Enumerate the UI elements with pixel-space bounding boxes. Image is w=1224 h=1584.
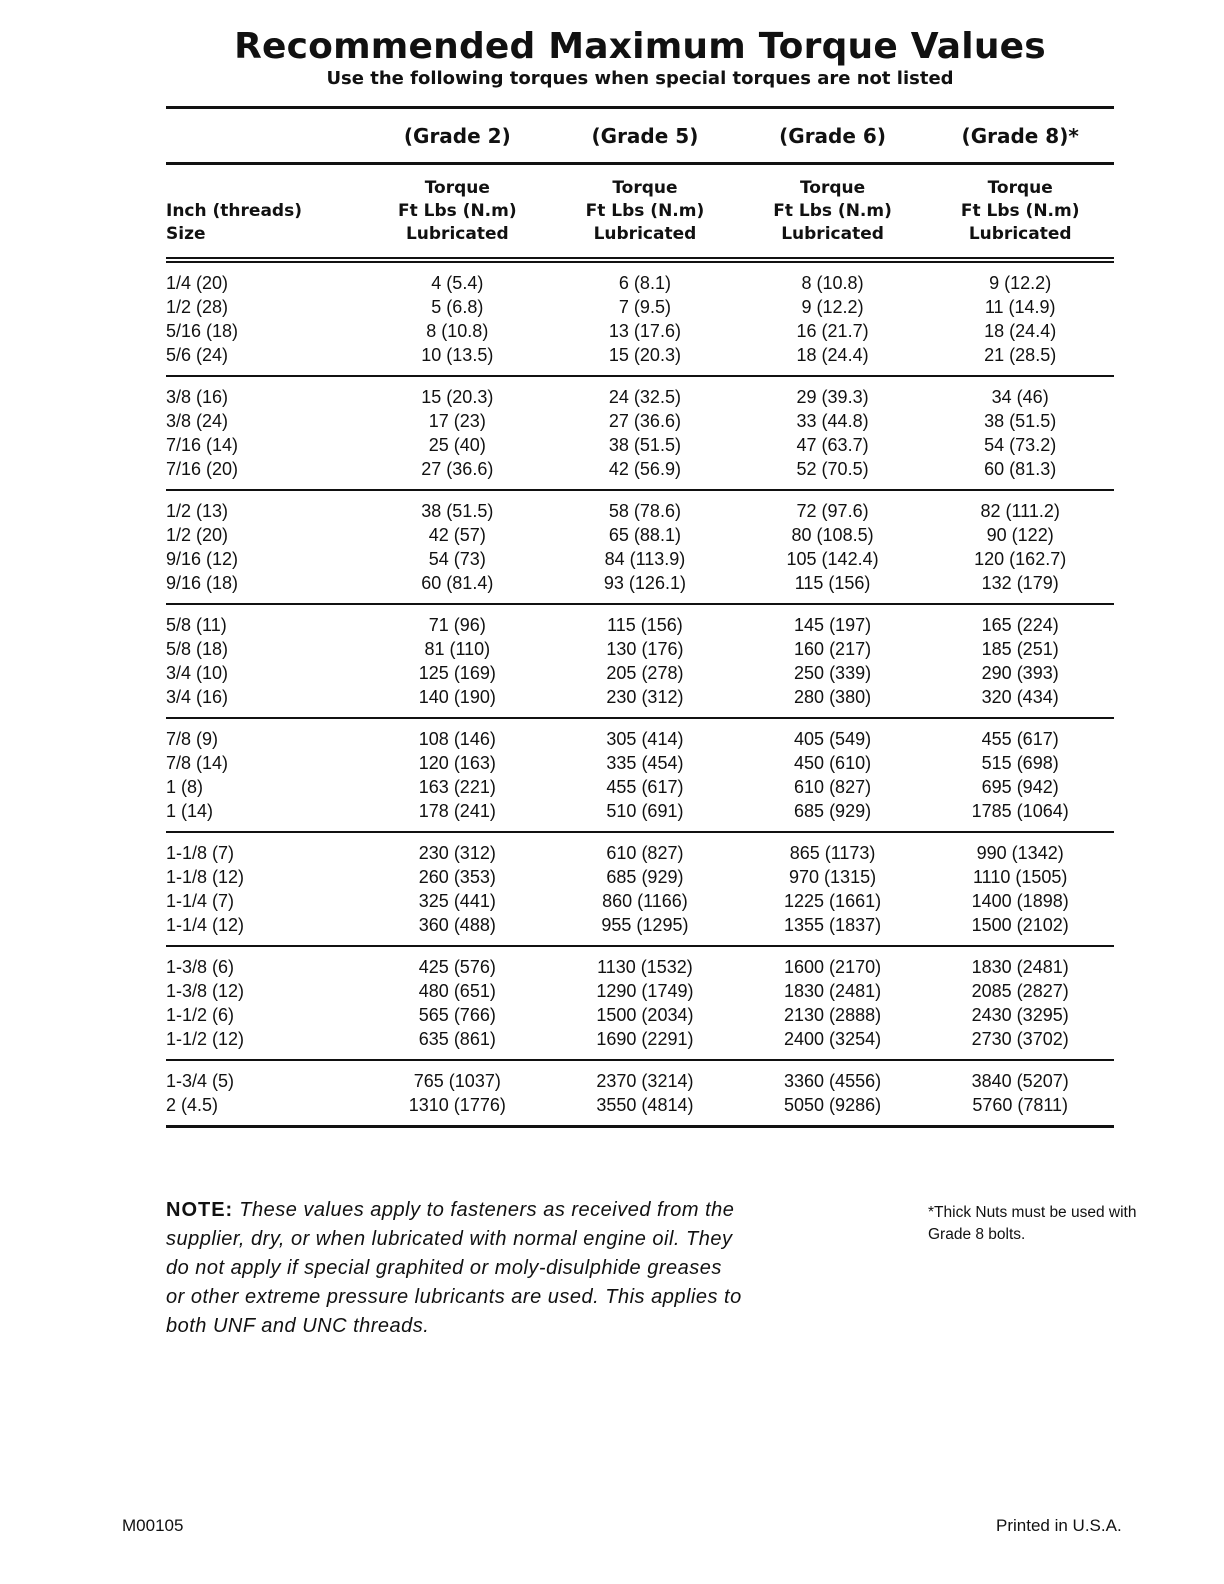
torque-cell: 9 (12.2) bbox=[801, 296, 864, 317]
size-cell: 1-1/8 (7) bbox=[166, 842, 235, 863]
size-cell: 1-3/8 (12) bbox=[166, 980, 245, 1001]
torque-cell: 160 (217) bbox=[794, 638, 872, 659]
grade-header: (Grade 5) bbox=[591, 123, 699, 148]
torque-cell: 8 (10.8) bbox=[801, 272, 864, 293]
torque-cell: 84 (113.9) bbox=[604, 548, 686, 569]
torque-cell: 990 (1342) bbox=[976, 842, 1064, 863]
table-body bbox=[166, 263, 1114, 1125]
torque-cell: 125 (169) bbox=[418, 662, 496, 683]
table-row bbox=[166, 433, 1114, 457]
torque-cell: 510 (691) bbox=[606, 800, 684, 821]
document-code: M00105 bbox=[122, 1516, 184, 1535]
torque-cell: 205 (278) bbox=[606, 662, 684, 683]
size-cell: 3/4 (16) bbox=[166, 686, 229, 707]
table-row bbox=[166, 727, 1114, 751]
torque-cell: 325 (441) bbox=[418, 890, 496, 911]
torque-cell: 42 (56.9) bbox=[608, 458, 681, 479]
torque-cell: 27 (36.6) bbox=[421, 458, 494, 479]
size-cell: 1 (8) bbox=[166, 776, 204, 797]
table-row bbox=[166, 523, 1114, 547]
torque-header bbox=[364, 177, 552, 246]
torque-cell: 140 (190) bbox=[418, 686, 496, 707]
row-group bbox=[166, 947, 1114, 1059]
torque-header-line1: Torque bbox=[987, 177, 1053, 198]
torque-cell: 11 (14.9) bbox=[984, 296, 1056, 317]
torque-cell: 34 (46) bbox=[991, 386, 1049, 407]
torque-cell: 695 (942) bbox=[981, 776, 1059, 797]
torque-cell: 132 (179) bbox=[981, 572, 1059, 593]
page-subtitle: Use the following torques when special torques are not listed bbox=[326, 68, 954, 89]
torque-cell: 405 (549) bbox=[794, 728, 872, 749]
torque-cell: 610 (827) bbox=[606, 842, 684, 863]
torque-cell: 16 (21.7) bbox=[796, 320, 869, 341]
torque-cell: 105 (142.4) bbox=[786, 548, 879, 569]
torque-cell: 455 (617) bbox=[981, 728, 1059, 749]
torque-cell: 2400 (3254) bbox=[784, 1028, 882, 1049]
torque-cell: 10 (13.5) bbox=[421, 344, 494, 365]
torque-cell: 2130 (2888) bbox=[784, 1004, 882, 1025]
torque-cell: 25 (40) bbox=[428, 434, 486, 455]
torque-table bbox=[166, 106, 1114, 1128]
table-row bbox=[166, 613, 1114, 637]
table-row bbox=[166, 799, 1114, 823]
torque-cell: 2370 (3214) bbox=[596, 1070, 694, 1091]
size-cell: 3/4 (10) bbox=[166, 662, 229, 683]
torque-header-line1: Torque bbox=[424, 177, 490, 198]
torque-cell: 1130 (1532) bbox=[597, 956, 693, 977]
size-cell: 9/16 (12) bbox=[166, 548, 239, 569]
torque-cell: 4 (5.4) bbox=[431, 272, 484, 293]
torque-cell: 165 (224) bbox=[981, 614, 1059, 635]
torque-cell: 480 (651) bbox=[418, 980, 496, 1001]
torque-header bbox=[926, 177, 1114, 246]
torque-cell: 230 (312) bbox=[418, 842, 496, 863]
size-cell: 1 (14) bbox=[166, 800, 214, 821]
torque-cell: 565 (766) bbox=[418, 1004, 496, 1025]
torque-cell: 13 (17.6) bbox=[608, 320, 681, 341]
torque-cell: 8 (10.8) bbox=[426, 320, 489, 341]
table-row bbox=[166, 955, 1114, 979]
table-row bbox=[166, 913, 1114, 937]
torque-cell: 54 (73) bbox=[428, 548, 486, 569]
torque-cell: 450 (610) bbox=[794, 752, 872, 773]
table-row bbox=[166, 1069, 1114, 1093]
table-row bbox=[166, 685, 1114, 709]
note-text: These values apply to fasteners as received from the supplier, dry, or when lubricated with normal engine oil. They do not apply if special graphited or moly-disulphide greases or other extreme pressure lubricants are used. This applies to both UNF and UNC threads. bbox=[166, 1199, 742, 1337]
size-cell: 7/16 (20) bbox=[166, 458, 239, 479]
torque-cell: 115 (156) bbox=[794, 572, 871, 593]
torque-cell: 1600 (2170) bbox=[784, 956, 882, 977]
torque-cell: 455 (617) bbox=[606, 776, 684, 797]
torque-cell: 9 (12.2) bbox=[989, 272, 1052, 293]
torque-cell: 29 (39.3) bbox=[796, 386, 869, 407]
torque-cell: 47 (63.7) bbox=[796, 434, 869, 455]
torque-cell: 1500 (2102) bbox=[971, 914, 1069, 935]
grade-header: (Grade 6) bbox=[779, 123, 886, 148]
torque-cell: 15 (20.3) bbox=[608, 344, 681, 365]
table-row bbox=[166, 499, 1114, 523]
size-cell: 1-1/2 (6) bbox=[166, 1004, 235, 1025]
torque-cell: 52 (70.5) bbox=[796, 458, 869, 479]
torque-cell: 5 (6.8) bbox=[431, 296, 484, 317]
torque-header-line3: Lubricated bbox=[781, 223, 884, 244]
torque-cell: 185 (251) bbox=[981, 638, 1059, 659]
torque-cell: 145 (197) bbox=[794, 614, 872, 635]
grade-header-row bbox=[166, 109, 1114, 162]
torque-cell: 425 (576) bbox=[418, 956, 496, 977]
size-header-line1: Inch (threads) bbox=[166, 200, 302, 221]
torque-header-line2: Ft Lbs (N.m) bbox=[585, 200, 705, 221]
row-group bbox=[166, 833, 1114, 945]
torque-cell: 1225 (1661) bbox=[784, 890, 882, 911]
torque-cell: 2730 (3702) bbox=[971, 1028, 1069, 1049]
size-cell: 7/16 (14) bbox=[166, 434, 239, 455]
table-row bbox=[166, 661, 1114, 685]
size-cell: 1-1/2 (12) bbox=[166, 1028, 245, 1049]
torque-cell: 1830 (2481) bbox=[971, 956, 1069, 977]
torque-header-line3: Lubricated bbox=[968, 223, 1072, 244]
torque-header-line2: Ft Lbs (N.m) bbox=[397, 200, 517, 221]
table-row bbox=[166, 841, 1114, 865]
torque-cell: 24 (32.5) bbox=[608, 386, 681, 407]
grade-header: (Grade 8)* bbox=[961, 123, 1079, 148]
torque-cell: 3360 (4556) bbox=[784, 1070, 882, 1091]
torque-cell: 93 (126.1) bbox=[603, 572, 686, 593]
torque-cell: 60 (81.3) bbox=[984, 458, 1057, 479]
torque-cell: 280 (380) bbox=[794, 686, 872, 707]
torque-cell: 54 (73.2) bbox=[984, 434, 1057, 455]
torque-cell: 250 (339) bbox=[794, 662, 872, 683]
table-row bbox=[166, 1093, 1114, 1117]
note-paragraph bbox=[166, 1196, 746, 1341]
size-cell: 5/8 (11) bbox=[166, 614, 227, 635]
size-cell: 1-1/4 (12) bbox=[166, 914, 245, 935]
size-cell: 1-1/8 (12) bbox=[166, 866, 245, 887]
torque-cell: 120 (162.7) bbox=[974, 548, 1067, 569]
torque-cell: 71 (96) bbox=[428, 614, 486, 635]
torque-cell: 7 (9.5) bbox=[618, 296, 671, 317]
torque-cell: 230 (312) bbox=[606, 686, 684, 707]
torque-cell: 42 (57) bbox=[428, 524, 486, 545]
torque-header-line3: Lubricated bbox=[593, 223, 697, 244]
table-row bbox=[166, 457, 1114, 481]
size-cell: 1/2 (20) bbox=[166, 524, 229, 545]
row-group bbox=[166, 605, 1114, 717]
table-row bbox=[166, 295, 1114, 319]
row-group bbox=[166, 491, 1114, 603]
torque-cell: 515 (698) bbox=[981, 752, 1059, 773]
size-cell: 7/8 (14) bbox=[166, 752, 229, 773]
torque-cell: 1310 (1776) bbox=[408, 1094, 506, 1115]
torque-cell: 17 (23) bbox=[428, 410, 486, 431]
footnote: *Thick Nuts must be used with Grade 8 bolts. bbox=[928, 1204, 1137, 1243]
table-row bbox=[166, 1027, 1114, 1051]
grade-header: (Grade 2) bbox=[403, 123, 511, 148]
size-cell: 3/8 (24) bbox=[166, 410, 229, 431]
torque-cell: 3550 (4814) bbox=[596, 1094, 694, 1115]
torque-cell: 38 (51.5) bbox=[421, 500, 494, 521]
torque-cell: 1355 (1837) bbox=[784, 914, 882, 935]
torque-cell: 27 (36.6) bbox=[608, 410, 681, 431]
table-row bbox=[166, 385, 1114, 409]
torque-cell: 305 (414) bbox=[606, 728, 684, 749]
torque-cell: 685 (929) bbox=[794, 800, 872, 821]
torque-cell: 955 (1295) bbox=[601, 914, 689, 935]
torque-cell: 21 (28.5) bbox=[984, 344, 1057, 365]
torque-cell: 260 (353) bbox=[418, 866, 496, 887]
column-header-row bbox=[166, 165, 1114, 257]
note-label: NOTE: bbox=[166, 1199, 234, 1221]
torque-cell: 6 (8.1) bbox=[618, 272, 671, 293]
size-header bbox=[166, 177, 364, 246]
size-cell: 5/8 (18) bbox=[166, 638, 229, 659]
torque-cell: 1690 (2291) bbox=[596, 1028, 694, 1049]
torque-cell: 635 (861) bbox=[418, 1028, 496, 1049]
row-group bbox=[166, 263, 1114, 375]
size-cell: 2 (4.5) bbox=[166, 1094, 219, 1115]
torque-cell: 865 (1173) bbox=[789, 842, 876, 863]
torque-cell: 1500 (2034) bbox=[596, 1004, 694, 1025]
table-row bbox=[166, 547, 1114, 571]
torque-header-line3: Lubricated bbox=[405, 223, 509, 244]
torque-cell: 2085 (2827) bbox=[971, 980, 1069, 1001]
size-cell: 1-3/8 (6) bbox=[166, 956, 235, 977]
torque-header-line2: Ft Lbs (N.m) bbox=[773, 200, 892, 221]
torque-cell: 90 (122) bbox=[986, 524, 1054, 545]
torque-cell: 1290 (1749) bbox=[596, 980, 694, 1001]
torque-cell: 335 (454) bbox=[606, 752, 684, 773]
torque-cell: 60 (81.4) bbox=[421, 572, 494, 593]
table-row bbox=[166, 865, 1114, 889]
torque-cell: 610 (827) bbox=[794, 776, 872, 797]
table-row bbox=[166, 571, 1114, 595]
size-cell: 1/4 (20) bbox=[166, 272, 229, 293]
torque-cell: 2430 (3295) bbox=[971, 1004, 1069, 1025]
torque-cell: 15 (20.3) bbox=[421, 386, 494, 407]
torque-cell: 1830 (2481) bbox=[784, 980, 882, 1001]
torque-cell: 320 (434) bbox=[981, 686, 1059, 707]
torque-header bbox=[551, 177, 739, 246]
table-row bbox=[166, 751, 1114, 775]
torque-cell: 685 (929) bbox=[606, 866, 684, 887]
torque-header-line1: Torque bbox=[799, 177, 866, 198]
torque-cell: 65 (88.1) bbox=[608, 524, 681, 545]
torque-cell: 38 (51.5) bbox=[608, 434, 681, 455]
size-cell: 7/8 (9) bbox=[166, 728, 219, 749]
torque-cell: 58 (78.6) bbox=[608, 500, 681, 521]
torque-header-line1: Torque bbox=[612, 177, 678, 198]
torque-cell: 115 (156) bbox=[607, 614, 683, 635]
torque-cell: 72 (97.6) bbox=[796, 500, 869, 521]
table-row bbox=[166, 1003, 1114, 1027]
torque-cell: 81 (110) bbox=[424, 638, 491, 659]
size-cell: 1-3/4 (5) bbox=[166, 1070, 235, 1091]
printed-in: Printed in U.S.A. bbox=[996, 1516, 1122, 1535]
torque-header bbox=[739, 177, 927, 246]
torque-cell: 360 (488) bbox=[418, 914, 496, 935]
torque-cell: 130 (176) bbox=[606, 638, 684, 659]
torque-cell: 5760 (7811) bbox=[972, 1094, 1069, 1115]
table-row bbox=[166, 271, 1114, 295]
torque-header-line2: Ft Lbs (N.m) bbox=[960, 200, 1080, 221]
torque-cell: 860 (1166) bbox=[602, 890, 688, 911]
torque-cell: 1110 (1505) bbox=[972, 866, 1068, 887]
torque-cell: 163 (221) bbox=[418, 776, 496, 797]
size-cell: 9/16 (18) bbox=[166, 572, 239, 593]
table-row bbox=[166, 343, 1114, 367]
table-row bbox=[166, 409, 1114, 433]
torque-cell: 82 (111.2) bbox=[980, 500, 1060, 521]
torque-cell: 18 (24.4) bbox=[984, 320, 1057, 341]
table-bottom-rule bbox=[166, 1125, 1114, 1128]
size-cell: 5/6 (24) bbox=[166, 344, 229, 365]
size-cell: 5/16 (18) bbox=[166, 320, 239, 341]
page-title: Recommended Maximum Torque Values bbox=[234, 26, 1046, 67]
torque-cell: 38 (51.5) bbox=[984, 410, 1057, 431]
torque-cell: 1400 (1898) bbox=[971, 890, 1069, 911]
table-row bbox=[166, 775, 1114, 799]
size-header-line2: Size bbox=[166, 223, 206, 244]
row-group bbox=[166, 719, 1114, 831]
table-row bbox=[166, 319, 1114, 343]
table-row bbox=[166, 637, 1114, 661]
torque-cell: 18 (24.4) bbox=[796, 344, 869, 365]
torque-cell: 5050 (9286) bbox=[784, 1094, 882, 1115]
torque-cell: 80 (108.5) bbox=[791, 524, 874, 545]
torque-cell: 290 (393) bbox=[981, 662, 1059, 683]
torque-cell: 33 (44.8) bbox=[796, 410, 869, 431]
torque-cell: 765 (1037) bbox=[413, 1070, 501, 1091]
torque-cell: 3840 (5207) bbox=[971, 1070, 1069, 1091]
size-cell: 1/2 (13) bbox=[166, 500, 229, 521]
torque-cell: 970 (1315) bbox=[789, 866, 877, 887]
size-cell: 3/8 (16) bbox=[166, 386, 229, 407]
row-group bbox=[166, 1061, 1114, 1125]
torque-cell: 178 (241) bbox=[418, 800, 496, 821]
torque-cell: 1785 (1064) bbox=[971, 800, 1069, 821]
size-cell: 1-1/4 (7) bbox=[166, 890, 235, 911]
table-row bbox=[166, 889, 1114, 913]
torque-cell: 120 (163) bbox=[418, 752, 496, 773]
table-row bbox=[166, 979, 1114, 1003]
torque-cell: 108 (146) bbox=[418, 728, 496, 749]
size-cell: 1/2 (28) bbox=[166, 296, 229, 317]
row-group bbox=[166, 377, 1114, 489]
